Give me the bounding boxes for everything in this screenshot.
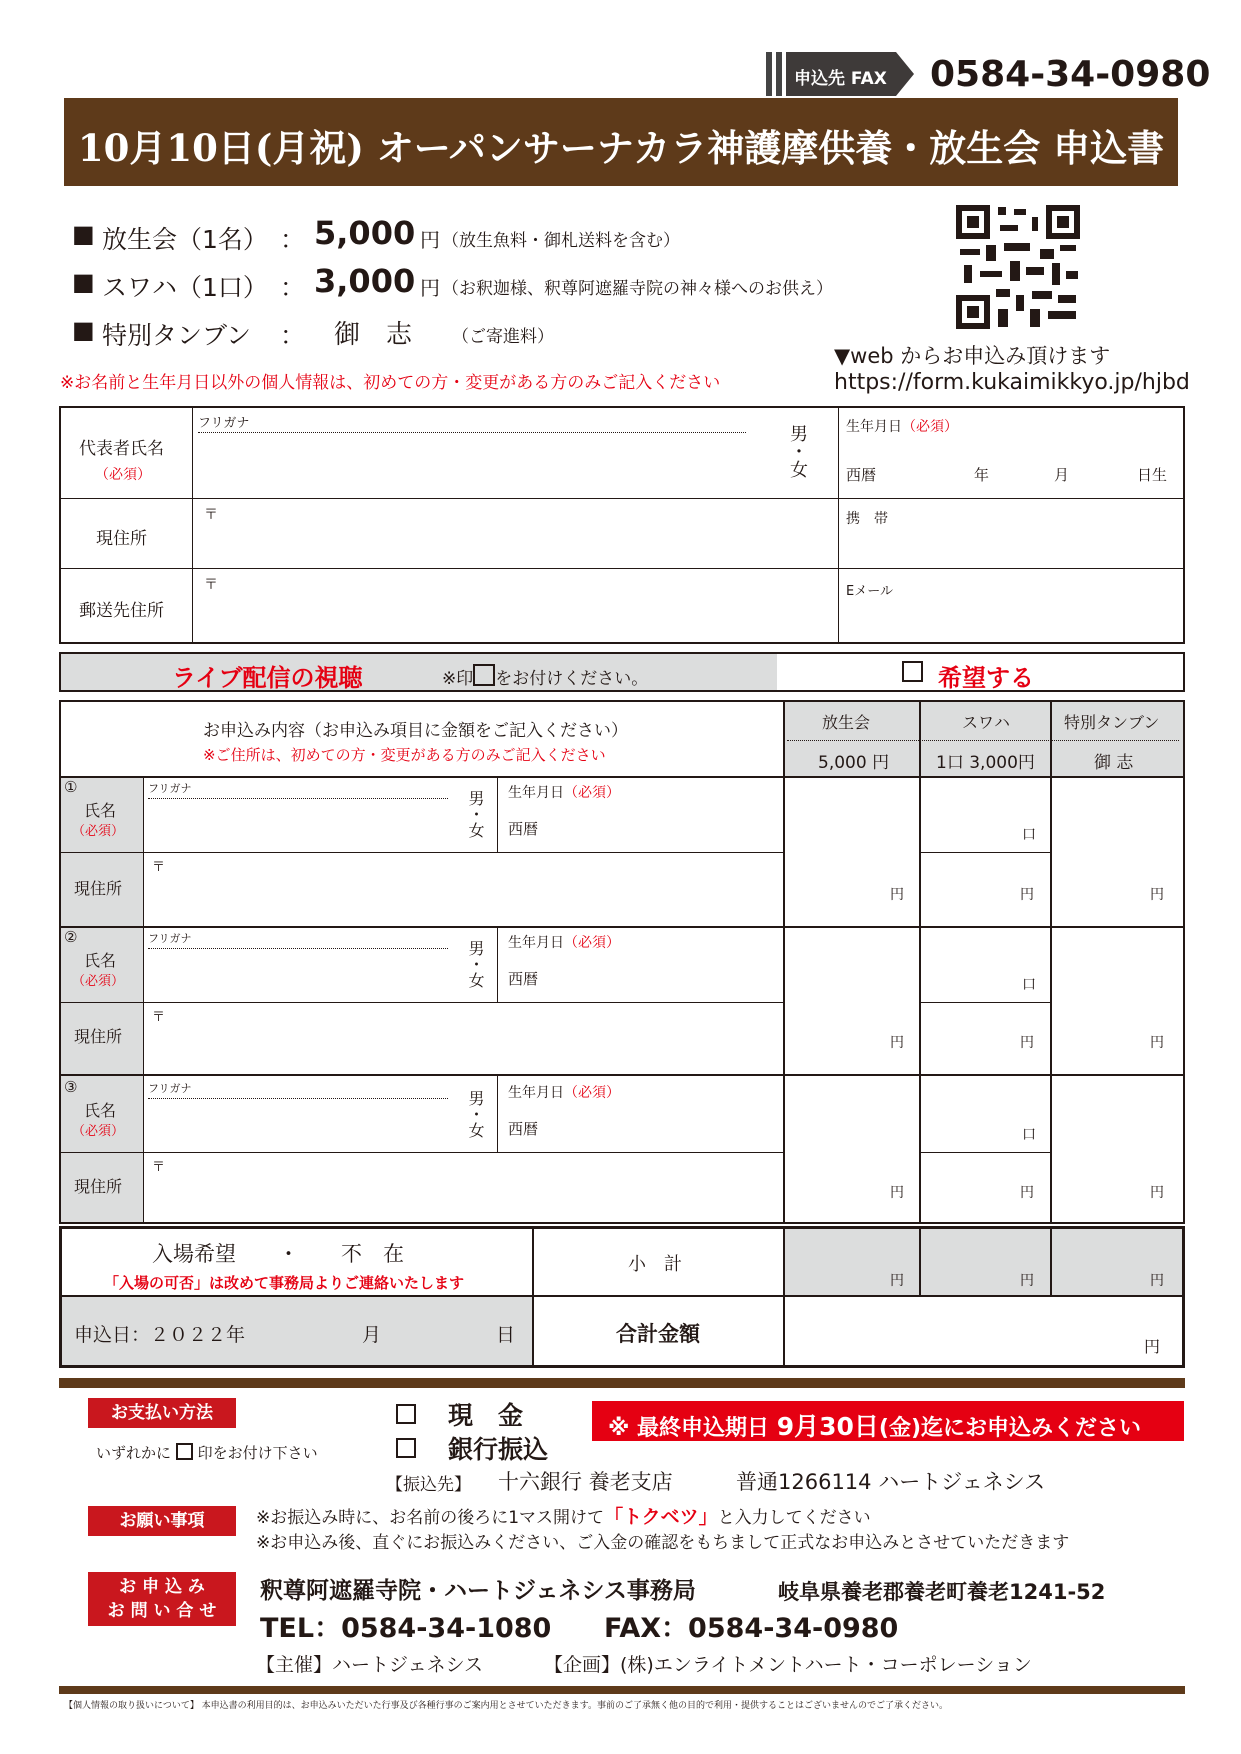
rep-name-input[interactable]	[198, 440, 778, 492]
row-name-label: 氏名	[84, 951, 117, 970]
colon: ：	[280, 273, 306, 302]
check-icon	[176, 1443, 193, 1460]
apply-day: 日	[496, 1324, 516, 1346]
live-note: ※印 をお付けください。	[442, 664, 648, 689]
yen-unit: 円	[1150, 887, 1164, 903]
rep-mobile-input[interactable]	[846, 526, 1176, 564]
footer-divider	[59, 1686, 1185, 1694]
sponsor-plan: 【企画】(株)エンライトメントハート・コーポレーション	[544, 1654, 1032, 1676]
live-checkbox[interactable]	[902, 661, 923, 682]
swaha-amount-input[interactable]	[923, 1078, 1047, 1220]
total-amount-input[interactable]	[788, 1300, 1178, 1364]
title-bar	[64, 98, 1178, 186]
hojo-amount-input[interactable]	[787, 780, 915, 922]
rep-address-input[interactable]	[198, 520, 832, 564]
cash-label: 現 金	[448, 1401, 524, 1430]
contact-label	[88, 1572, 236, 1626]
privacy-notice: ※お名前と生年月日以外の個人情報は、初めての方・変更がある方のみご記入ください	[60, 373, 721, 393]
col-name-swaha: スワハ	[962, 713, 1011, 732]
row-birth-label: 生年月日（必須）	[508, 1085, 620, 1101]
payment-label: お支払い方法	[88, 1398, 236, 1428]
request-label: お願い事項	[88, 1506, 236, 1536]
row-name-input[interactable]	[148, 952, 458, 998]
yen-unit: 円	[890, 1273, 904, 1289]
rep-day: 日生	[1137, 466, 1168, 484]
sponsor-host: 【主催】ハートジェネシス	[256, 1654, 484, 1676]
yen-unit: 円	[1020, 1185, 1034, 1201]
rep-address-label: 現住所	[96, 529, 147, 549]
postal-mark: 〒	[204, 577, 218, 593]
price-name: 特別タンブン	[102, 321, 252, 350]
yen-unit: 円	[890, 887, 904, 903]
yen-unit: 円	[1150, 1185, 1164, 1201]
deadline-banner: ※ 最終申込期日 9月30日(金)迄にお申込みください	[592, 1401, 1184, 1441]
swaha-amount-input[interactable]	[923, 780, 1047, 922]
yen-unit: 円	[1020, 1273, 1034, 1289]
colon: ：	[280, 225, 306, 254]
entry-note: 「入場の可否」は改めて事務局よりご連絡いたします	[104, 1274, 465, 1292]
rep-mail-address-input[interactable]	[198, 592, 832, 638]
row-birth-input[interactable]	[550, 1112, 776, 1146]
price-note: （お釈迦様、釈尊阿遮羅寺院の神々様へのお供え）	[442, 279, 833, 299]
rep-year: 年	[974, 466, 990, 484]
row-birth-input[interactable]	[550, 962, 776, 996]
row-number: ③	[64, 1078, 78, 1096]
web-url[interactable]: https://form.kukaimikkyo.jp/hjbd	[834, 370, 1190, 395]
price-amount: 5,000	[314, 214, 416, 252]
row-address-label: 現住所	[74, 1177, 123, 1196]
col-name-hojo: 放生会	[822, 713, 871, 732]
order-subheader: ※ご住所は、初めての方・変更がある方のみご記入ください	[203, 746, 606, 764]
check-icon	[473, 664, 495, 686]
divider	[59, 1378, 1185, 1388]
contact-address: 岐阜県養老郡養老町養老1241-52	[778, 1580, 1106, 1604]
row-name-label: 氏名	[84, 1101, 117, 1120]
page-title: 10月10日(月祝) オーパンサーナカラ神護摩供養・放生会 申込書	[77, 126, 1165, 170]
row-gender[interactable]: 男・女	[466, 1090, 485, 1138]
fax-number: 0584-34-0980	[930, 54, 1211, 95]
row-address-input[interactable]	[148, 1020, 778, 1070]
live-label: ライブ配信の視聴	[172, 664, 363, 692]
price-note: （ご寄進料）	[452, 327, 554, 347]
order-header: お申込み内容（お申込み項目に金額をご記入ください）	[203, 721, 628, 741]
live-option: 希望する	[938, 664, 1034, 692]
rep-mail-address-label: 郵送先住所	[79, 601, 164, 621]
row-name-input[interactable]	[148, 1102, 458, 1148]
row-furigana: フリガナ	[148, 782, 192, 795]
row-furigana: フリガナ	[148, 1082, 192, 1095]
rep-birth-label: 生年月日（必須）	[846, 419, 958, 435]
kuchi-unit: 口	[1022, 827, 1036, 843]
row-required: （必須）	[72, 1124, 125, 1139]
payment-hint: いずれかに 印をお付け下さい	[96, 1444, 318, 1462]
row-gender[interactable]: 男・女	[466, 940, 485, 988]
row-furigana: フリガナ	[148, 932, 192, 945]
subtotal-label: 小 計	[628, 1254, 682, 1275]
hojo-amount-input[interactable]	[787, 1078, 915, 1220]
yen-unit: 円	[1150, 1273, 1164, 1289]
account-number: 普通1266114 ハートジェネシス	[736, 1470, 1046, 1494]
account-label: 【振込先】	[386, 1475, 471, 1495]
price-amount: 御 志	[334, 320, 413, 350]
contact-fax: FAX：0584-34-0980	[604, 1613, 899, 1644]
price-unit: 円	[420, 228, 440, 252]
bank-name: 十六銀行 養老支店	[498, 1470, 673, 1494]
row-number: ②	[64, 928, 78, 946]
total-label: 合計金額	[616, 1322, 700, 1346]
rep-seireki: 西暦	[846, 466, 877, 484]
fax-label: 申込先 FAX	[794, 69, 887, 89]
postal-mark: 〒	[152, 1160, 166, 1175]
yen-unit: 円	[1150, 1035, 1164, 1051]
row-address-input[interactable]	[148, 1170, 778, 1220]
rep-required: （必須）	[95, 467, 151, 483]
yen-unit: 円	[1020, 887, 1034, 903]
apply-date-label: 申込日：２０２２年	[74, 1324, 246, 1346]
tanbun-amount-input[interactable]	[1054, 1078, 1182, 1220]
row-required: （必須）	[72, 824, 125, 839]
request-line2: ※お申込み後、直ぐにお振込みください、ご入金の確認をもちまして正式なお申込みとさせていただきます	[256, 1533, 1070, 1553]
price-name: 放生会（1名）	[102, 225, 268, 254]
row-birth-label: 生年月日（必須）	[508, 935, 620, 951]
postal-mark: 〒	[152, 1010, 166, 1025]
bullet: ■	[72, 268, 95, 296]
rep-gender[interactable]: 男・女	[787, 424, 808, 478]
contact-org: 釈尊阿遮羅寺院・ハートジェネシス事務局	[260, 1578, 696, 1604]
col-price-swaha: 1口 3,000円	[936, 753, 1035, 773]
row-address-label: 現住所	[74, 879, 123, 898]
row-number: ①	[64, 778, 78, 796]
row-seireki: 西暦	[508, 820, 539, 838]
hojo-amount-input[interactable]	[787, 930, 915, 1070]
yen-unit: 円	[1020, 1035, 1034, 1051]
price-amount: 3,000	[314, 262, 416, 300]
tanbun-amount-input[interactable]	[1054, 930, 1182, 1070]
rep-mobile-label: 携 帯	[846, 511, 888, 527]
yen-unit: 円	[890, 1185, 904, 1201]
rep-email-input[interactable]	[846, 598, 1176, 638]
swaha-amount-input[interactable]	[923, 930, 1047, 1070]
col-price-tanbun: 御 志	[1094, 753, 1134, 773]
kuchi-unit: 口	[1022, 977, 1036, 993]
row-gender[interactable]: 男・女	[466, 790, 485, 838]
row-address-input[interactable]	[148, 872, 778, 922]
total-yen: 円	[1144, 1337, 1161, 1356]
row-name-label: 氏名	[84, 801, 117, 820]
row-name-input[interactable]	[148, 802, 458, 848]
bank-checkbox[interactable]	[396, 1438, 416, 1458]
row-address-label: 現住所	[74, 1027, 123, 1046]
price-note: （放生魚料・御札送料を含む）	[442, 231, 680, 251]
row-seireki: 西暦	[508, 970, 539, 988]
row-birth-label: 生年月日（必須）	[508, 785, 620, 801]
bullet: ■	[72, 220, 95, 248]
apply-month: 月	[362, 1324, 382, 1346]
price-unit: 円	[420, 276, 440, 300]
rep-birth-input[interactable]	[900, 455, 1140, 491]
entry-label[interactable]: 入場希望 ・ 不 在	[152, 1242, 404, 1266]
bank-label: 銀行振込	[448, 1435, 549, 1464]
row-birth-input[interactable]	[550, 812, 776, 846]
colon: ：	[280, 321, 306, 350]
contact-tel[interactable]: TEL：0584-34-1080	[260, 1613, 552, 1644]
contact-label-line1: お 申 込 み	[119, 1577, 205, 1597]
col-name-tanbun: 特別タンブン	[1064, 713, 1160, 732]
footer-privacy: 【個人情報の取り扱いについて】 本申込書の利用目的は、お申込みいただいた行事及び各種行事のご案内用とさせていただきます。事前のご了承無く他の目的で利用・提供することはございませんのでご了承ください。	[64, 1701, 948, 1711]
postal-mark: 〒	[204, 507, 218, 523]
rep-month: 月	[1054, 466, 1070, 484]
web-label: ▼web からお申込み頂けます	[834, 344, 1111, 368]
row-required: （必須）	[72, 974, 125, 989]
kuchi-unit: 口	[1022, 1127, 1036, 1143]
rep-furigana: フリガナ	[198, 416, 250, 431]
tanbun-amount-input[interactable]	[1054, 780, 1182, 922]
col-price-hojo: 5,000 円	[818, 753, 890, 773]
rep-name-label: 代表者氏名	[79, 439, 164, 459]
bullet: ■	[72, 316, 95, 344]
fax-tag	[766, 52, 916, 96]
contact-label-line2: お 問 い 合 せ	[107, 1601, 217, 1621]
rep-email-label: Eメール	[846, 584, 893, 599]
cash-checkbox[interactable]	[396, 1404, 416, 1424]
postal-mark: 〒	[152, 860, 166, 875]
yen-unit: 円	[890, 1035, 904, 1051]
row-seireki: 西暦	[508, 1120, 539, 1138]
qr-code[interactable]	[956, 205, 1080, 329]
request-line1: ※お振込み時に、お名前の後ろに1マス開けて「トクベツ」と入力してください	[256, 1506, 871, 1528]
price-name: スワハ（1口）	[102, 273, 268, 302]
apply-date-input[interactable]	[270, 1312, 520, 1352]
